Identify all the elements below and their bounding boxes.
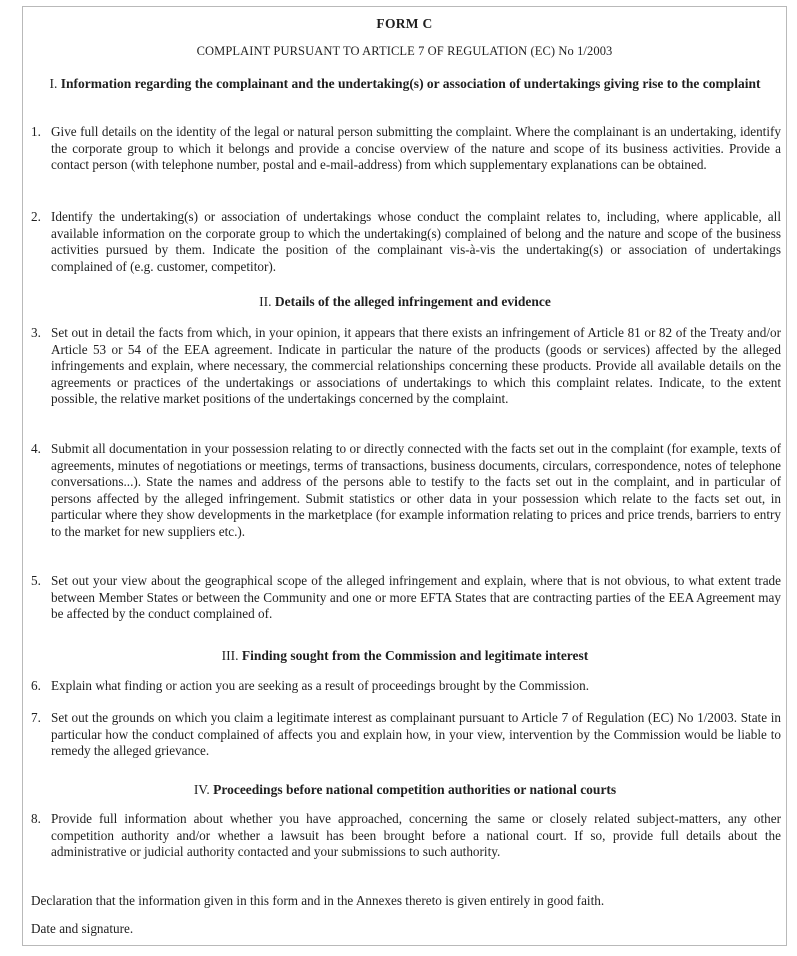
item-number: 4. (31, 441, 41, 456)
item-number: 7. (31, 710, 41, 725)
section-4-heading (31, 781, 779, 798)
item-text: Submit all documentation in your possession relating to or directly connected with the facts set out in the complaint (for example, texts of agreements, minutes of negotiations or meetings, terms of transactions, business documents, circulars, correspondence, notes of telephone conversations...). State the names and address of the persons able to testify to the facts set out in the complaint, and in particular of persons affected by the alleged infringement. Submit statistics or other data in your possession which relate to the facts set out, in particular where they show developments in the marketplace (for example information relating to prices and price trends, barriers to entry to the market for new suppliers etc.). (51, 441, 781, 539)
list-item (31, 209, 781, 275)
list-item (31, 573, 781, 623)
section-3-heading (31, 647, 779, 664)
item-text: Set out the grounds on which you claim a legitimate interest as complainant pursuant to Article 7 of Regulation (EC) No 1/2003. State in particular how the conduct complained of affects you and explain how, in your view, intervention by the Commission would be liable to remedy the alleged grievance. (51, 710, 781, 759)
item-number: 5. (31, 573, 41, 588)
list-item (31, 710, 781, 760)
item-number: 2. (31, 209, 41, 224)
item-text: Identify the undertaking(s) or association of undertakings whose conduct the complaint relates to, including, where applicable, all available information on the corporate group to which the undertaking(s) complained of belong and the nature and scope of the business activities pursued by them. Indicate the position of the complainant vis-à-vis the undertaking(s) or association of undertakings complained of (e.g. customer, competitor). (51, 209, 781, 274)
list-item (31, 678, 781, 695)
date-signature-text: Date and signature. (31, 921, 134, 936)
item-number: 6. (31, 678, 41, 693)
section-title: Details of the alleged infringement and evidence (274, 294, 551, 309)
section-1-heading (31, 75, 779, 92)
section-number: I. (49, 76, 58, 91)
form-page (22, 6, 787, 946)
item-text: Give full details on the identity of the legal or natural person submitting the complaint. Where the complainant is an undertaking, identify the corporate group to which it belongs and provide a concise overview of the nature and scope of its business activities. Provide a contact person (with telephone number, postal and e-mail-address) from which supplementary explanations can be obtained. (51, 124, 781, 173)
item-text: Set out in detail the facts from which, in your opinion, it appears that there exists an infringement of Article 81 or 82 of the Treaty and/or Article 53 or 54 of the EEA agreement. Indicate in particular the nature of the products (goods or services) affected by the alleged infringements and explain, where necessary, the commercial relationships concerning these products. Provide all available details on the agreements or practices of the undertakings or associations of undertakings to which this complaint relates. Indicate, to the extent possible, the relative market positions of the undertakings concerned by the complaint. (51, 325, 781, 407)
section-number: IV. (193, 782, 210, 797)
section-title: Finding sought from the Commission and legitimate interest (241, 648, 589, 663)
form-title: FORM C (376, 16, 433, 31)
item-number: 3. (31, 325, 41, 340)
item-number: 8. (31, 811, 41, 826)
list-item (31, 441, 781, 541)
form-subtitle: COMPLAINT PURSUANT TO ARTICLE 7 OF REGULATION (EC) No 1/2003 (196, 44, 613, 58)
section-number: III. (221, 648, 239, 663)
item-text: Set out your view about the geographical scope of the alleged infringement and explain, where that is not obvious, to what extent trade between Member States or between the Community and one or more EFTA States that are contracting parties of the EEA Agreement may be affected by the conduct complained of. (51, 573, 781, 622)
section-2-heading (31, 293, 779, 310)
section-title: Proceedings before national competition authorities or national courts (213, 782, 617, 797)
list-item (31, 124, 781, 174)
section-number: II. (259, 294, 272, 309)
list-item (31, 325, 781, 408)
section-title: Information regarding the complainant and the undertaking(s) or association of undertakings giving rise to the complaint (60, 76, 761, 91)
item-number: 1. (31, 124, 41, 139)
declaration-text: Declaration that the information given in this form and in the Annexes thereto is given entirely in good faith. (31, 893, 605, 908)
item-text: Provide full information about whether you have approached, concerning the same or closely related subject-matters, any other competition authority and/or whether a lawsuit has been brought before a national court. If so, provide full details about the administrative or judicial authority contacted and your submissions to such authority. (51, 811, 781, 860)
list-item (31, 811, 781, 861)
item-text: Explain what finding or action you are seeking as a result of proceedings brought by the Commission. (51, 678, 590, 693)
